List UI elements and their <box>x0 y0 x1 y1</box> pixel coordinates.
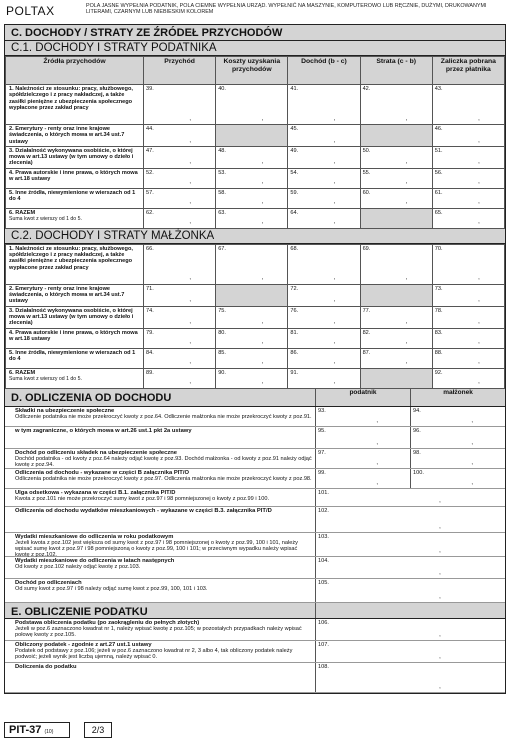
sectionE-row-3 <box>5 663 505 693</box>
field-59[interactable]: 59. , <box>288 188 360 208</box>
field-104[interactable]: 104. , <box>315 557 505 578</box>
field-89[interactable]: 89. , <box>144 368 216 388</box>
col-income: Przychód <box>144 57 216 85</box>
field-88[interactable]: 88. , <box>432 348 504 368</box>
field-45[interactable]: 45. , <box>288 125 360 147</box>
sectionD-row-8 <box>5 557 505 579</box>
field-39[interactable]: 39. , <box>144 85 216 125</box>
field-107[interactable]: 107. , <box>315 641 505 662</box>
field-77[interactable]: 77. , <box>360 306 432 328</box>
c1-row-1 <box>6 85 505 125</box>
grey-cell <box>360 368 432 388</box>
col-taxpayer: podatnik <box>315 389 410 406</box>
row-description: Obliczony podatek - zgodnie z art.27 ust.1 ustawy Podatek od podstawy z poz.106; jeżeli w poz.6 zaznaczono kwadrat nr 2, 3 albo 4, tak obliczony podatek należy podwoić; jeżeli wynik jest liczbą ujemną, należy wpisać 0. <box>15 641 293 660</box>
grey-cell <box>360 208 432 228</box>
field-92[interactable]: 92. , <box>432 368 504 388</box>
field-87[interactable]: 87. , <box>360 348 432 368</box>
field-64[interactable]: 64. , <box>288 208 360 228</box>
c2-row-6 <box>6 368 505 388</box>
field-81[interactable]: 81. , <box>288 328 360 348</box>
row-description: Składki na ubezpieczenie społeczne Odliczenie podatnika nie może przekroczyć kwoty z poz.64. Odliczenie małżonka nie może przekroczyć kwoty z poz.91. <box>15 407 312 420</box>
section-e-header <box>5 603 505 619</box>
section-c1-title: C.1. DOCHODY I STRATY PODATNIKA <box>5 41 505 56</box>
c2-row-3 <box>6 306 505 328</box>
field-65[interactable]: 65. , <box>432 208 504 228</box>
field-102[interactable]: 102. , <box>315 507 505 532</box>
field-46[interactable]: 46. , <box>432 125 504 147</box>
sectionD-row-7 <box>5 533 505 557</box>
grey-cell <box>216 284 288 306</box>
field-98[interactable]: 98. , <box>410 449 505 468</box>
field-85[interactable]: 85. , <box>216 348 288 368</box>
col-spouse: małżonek <box>410 389 505 406</box>
row-label: 4. Prawa autorskie i inne prawa, o których mowa w art.18 ustawy <box>6 328 144 348</box>
row-label: 5. Inne źródła, niewymienione w wierszach od 1 do 4 <box>6 348 144 368</box>
grey-cell <box>360 125 432 147</box>
row-description: Odliczenia od dochodu - wykazane w części B załącznika PIT/O Odliczenia podatnika nie może przekroczyć kwoty z poz.97. Odliczenia małżonka nie może przekroczyć kwoty z poz.98. <box>15 469 312 482</box>
field-51[interactable]: 51. , <box>432 146 504 168</box>
section-c-title: C. DOCHODY / STRATY ZE ŹRÓDEŁ PRZYCHODÓW <box>5 25 505 41</box>
field-80[interactable]: 80. , <box>216 328 288 348</box>
field-52[interactable]: 52. , <box>144 168 216 188</box>
field-44[interactable]: 44. , <box>144 125 216 147</box>
brand-logo: POLTAX <box>6 4 55 18</box>
field-71[interactable]: 71. , <box>144 284 216 306</box>
field-50[interactable]: 50. , <box>360 146 432 168</box>
row-description: Wydatki mieszkaniowe do odliczenia w roku podatkowym Jeżeli kwota z poz.102 jest większa od sumy kwot z poz.97 i 98 pomniejszonej o kwoty z poz.99, 100 i 101, należy wpisać sumę kwot z poz.97 i 98 pomniejszoną o kwoty z poz.99, 100 i 101; w przeciwnym wypadku należy wpisać kwotę z poz.102. <box>15 533 298 558</box>
field-48[interactable]: 48. , <box>216 146 288 168</box>
row-label: 6. RAZEM Suma kwot z wierszy od 1 do 5. <box>6 368 144 388</box>
field-73[interactable]: 73. , <box>432 284 504 306</box>
field-42[interactable]: 42. , <box>360 85 432 125</box>
form-footer <box>4 722 506 738</box>
field-79[interactable]: 79. , <box>144 328 216 348</box>
c2-row-1 <box>6 244 505 284</box>
top-bar <box>0 0 510 22</box>
field-83[interactable]: 83. , <box>432 328 504 348</box>
field-61[interactable]: 61. , <box>432 188 504 208</box>
row-description: w tym zagraniczne, o których mowa w art.26 ust.1 pkt 2a ustawy <box>15 427 192 434</box>
column-headers <box>6 57 505 85</box>
field-82[interactable]: 82. , <box>360 328 432 348</box>
field-47[interactable]: 47. , <box>144 146 216 168</box>
field-78[interactable]: 78. , <box>432 306 504 328</box>
section-d-header <box>5 389 505 407</box>
field-90[interactable]: 90. , <box>216 368 288 388</box>
section-e-rows <box>5 619 505 693</box>
row-label: 3. Działalność wykonywana osobiście, o której mowa w art.13 ustawy (w tym umowy o dzieło i zlecenia) <box>6 306 144 328</box>
field-105[interactable]: 105. , <box>315 579 505 602</box>
field-108[interactable]: 108. , <box>315 663 505 692</box>
field-97[interactable]: 97. , <box>315 449 410 468</box>
section-d-title: D. ODLICZENIA OD DOCHODU <box>11 391 172 404</box>
field-53[interactable]: 53. , <box>216 168 288 188</box>
col-advance: Zaliczka pobrana przez płatnika <box>432 57 504 85</box>
grey-cell <box>216 125 288 147</box>
field-49[interactable]: 49. , <box>288 146 360 168</box>
field-43[interactable]: 43. , <box>432 85 504 125</box>
row-description: Dochód po odliczeniach Od sumy kwot z poz.97 i 98 należy odjąć sumę kwot z poz.99, 100, 101 i 103. <box>15 579 208 592</box>
field-60[interactable]: 60. , <box>360 188 432 208</box>
row-description: Podstawa obliczenia podatku (po zaokrągleniu do pełnych złotych) Jeżeli w poz.6 zaznaczono kwadrat nr 1, należy wpisać kwotę z poz.105; w pozostałych przypadkach należy wpisać połowę kwoty z poz.105. <box>15 619 302 638</box>
field-99[interactable]: 99. , <box>315 469 410 488</box>
field-72[interactable]: 72. , <box>288 284 360 306</box>
sectionD-row-5 <box>5 489 505 507</box>
field-57[interactable]: 57. , <box>144 188 216 208</box>
row-label: 3. Działalność wykonywana osobiście, o której mowa w art.13 ustawy (w tym umowy o dzieło i zlecenia) <box>6 146 144 168</box>
c1-row-2 <box>6 125 505 147</box>
instruction-note: POLA JASNE WYPEŁNIA PODATNIK, POLA CIEMNE WYPEŁNIA URZĄD. WYPEŁNIĆ NA MASZYNIE, KOMPUTEROWO LUB RĘCZNIE, DUŻYMI, DRUKOWANYMI LITERAMI, CZARNYM LUB NIEBIESKIM KOLOREM <box>86 3 487 16</box>
row-label: 1. Należności ze stosunku: pracy, służbowego, spółdzielczego i z pracy nakładczej, a także zasiłki pieniężne z ubezpieczenia społecznego wypłacone przez zakład pracy <box>6 244 144 284</box>
c2-row-4 <box>6 328 505 348</box>
field-103[interactable]: 103. , <box>315 533 505 556</box>
c2-row-2 <box>6 284 505 306</box>
form-code: PIT-37 (10) <box>4 722 70 738</box>
field-94[interactable]: 94. , <box>410 407 505 426</box>
col-source: Źródła przychodów <box>6 57 144 85</box>
c1-row-4 <box>6 168 505 188</box>
row-label: 5. Inne źródła, niewymienione w wierszach od 1 do 4 <box>6 188 144 208</box>
row-description: Ulga odsetkowa - wykazana w części B.1. załącznika PIT/D Kwota z poz.101 nie może przekroczyć sumy kwot z poz.97 i 98 pomniejszonej o kwoty z poz.99 i 100. <box>15 489 270 502</box>
sectionD-row-3 <box>5 449 505 469</box>
field-93[interactable]: 93. , <box>315 407 410 426</box>
sectionE-row-2 <box>5 641 505 663</box>
field-67[interactable]: 67. , <box>216 244 288 284</box>
form-frame <box>4 24 506 694</box>
field-74[interactable]: 74. , <box>144 306 216 328</box>
row-description: Wydatki mieszkaniowe do odliczenia w latach następnych Od kwoty z poz.102 należy odjąć kwotę z poz.103. <box>15 557 175 570</box>
field-54[interactable]: 54. , <box>288 168 360 188</box>
field-101[interactable]: 101. , <box>315 489 505 506</box>
sectionE-row-1 <box>5 619 505 641</box>
row-label: 1. Należności ze stosunku: pracy, służbowego, spółdzielczego i z pracy nakładczej, a także zasiłki pieniężne z ubezpieczenia społecznego wypłacone przez zakład pracy <box>6 85 144 125</box>
field-70[interactable]: 70. , <box>432 244 504 284</box>
col-net: Dochód (b - c) <box>288 57 360 85</box>
field-95[interactable]: 95. , <box>315 427 410 448</box>
income-table-c1 <box>5 56 505 229</box>
field-55[interactable]: 55. , <box>360 168 432 188</box>
field-68[interactable]: 68. , <box>288 244 360 284</box>
field-86[interactable]: 86. , <box>288 348 360 368</box>
section-e-title: E. OBLICZENIE PODATKU <box>11 605 148 618</box>
field-58[interactable]: 58. , <box>216 188 288 208</box>
section-d-rows <box>5 407 505 603</box>
col-costs: Koszty uzyskania przychodów <box>216 57 288 85</box>
sectionD-row-4 <box>5 469 505 489</box>
row-description: Odliczenia od dochodu wydatków mieszkaniowych - wykazane w części B.3. załącznika PIT/D <box>15 507 272 514</box>
field-69[interactable]: 69. , <box>360 244 432 284</box>
sectionD-row-9 <box>5 579 505 603</box>
field-66[interactable]: 66. , <box>144 244 216 284</box>
row-label: 2. Emerytury - renty oraz inne krajowe świadczenia, o których mowa w art.34 ust.7 ustawy <box>6 125 144 147</box>
field-91[interactable]: 91. , <box>288 368 360 388</box>
section-c2-title: C.2. DOCHODY I STRATY MAŁŻONKA <box>5 229 505 244</box>
col-loss: Strata (c - b) <box>360 57 432 85</box>
field-96[interactable]: 96. , <box>410 427 505 448</box>
c1-row-5 <box>6 188 505 208</box>
sectionD-row-2 <box>5 427 505 449</box>
field-76[interactable]: 76. , <box>288 306 360 328</box>
row-label: 4. Prawa autorskie i inne prawa, o których mowa w art.18 ustawy <box>6 168 144 188</box>
income-table-c2 <box>5 244 505 389</box>
field-84[interactable]: 84. , <box>144 348 216 368</box>
row-description: Doliczenia do podatku <box>15 663 77 670</box>
row-description: Dochód po odliczeniu składek na ubezpieczenie społeczne Dochód podatnika - od kwoty z poz.64 należy odjąć kwotę z poz.93. Dochód małżonka - od kwoty z poz.91 należy odjąć kwotę z poz.94. <box>15 449 312 468</box>
field-62[interactable]: 62. , <box>144 208 216 228</box>
row-label: 6. RAZEM Suma kwot z wierszy od 1 do 5. <box>6 208 144 228</box>
field-41[interactable]: 41. , <box>288 85 360 125</box>
c1-row-6 <box>6 208 505 228</box>
sectionD-row-1 <box>5 407 505 427</box>
section-e-amount-head <box>315 603 505 618</box>
field-100[interactable]: 100. , <box>410 469 505 488</box>
grey-cell <box>360 284 432 306</box>
c1-row-3 <box>6 146 505 168</box>
field-56[interactable]: 56. , <box>432 168 504 188</box>
field-40[interactable]: 40. , <box>216 85 288 125</box>
c2-row-5 <box>6 348 505 368</box>
sectionD-row-6 <box>5 507 505 533</box>
field-63[interactable]: 63. , <box>216 208 288 228</box>
row-label: 2. Emerytury - renty oraz inne krajowe świadczenia, o których mowa w art.34 ust.7 ustawy <box>6 284 144 306</box>
field-75[interactable]: 75. , <box>216 306 288 328</box>
field-106[interactable]: 106. , <box>315 619 505 640</box>
page-number: 2/3 <box>84 722 112 738</box>
